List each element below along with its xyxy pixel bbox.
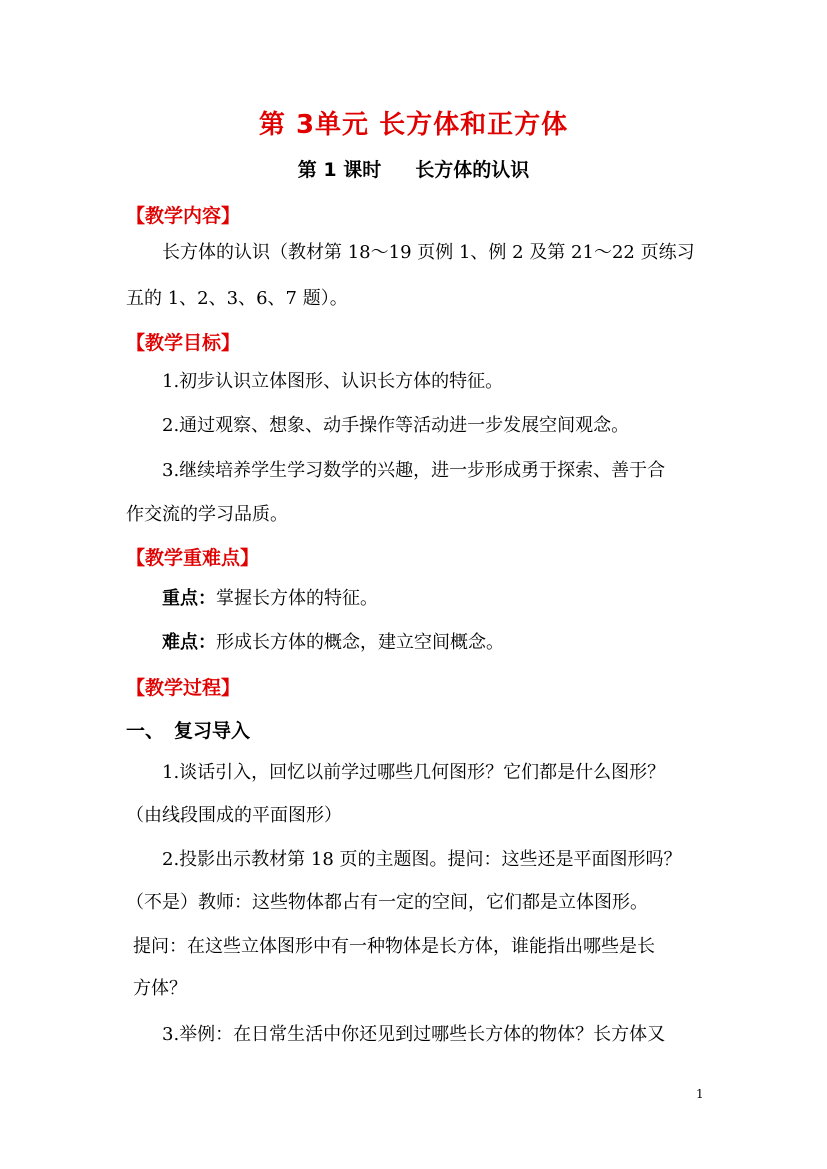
key-point	[162, 587, 378, 611]
goals-heading: 【教学目标】	[126, 332, 241, 354]
process-p1-line-2: （由线段围成的平面图形）	[126, 805, 342, 826]
section-1-number: 一、	[126, 720, 165, 742]
key-point-label: 重点：	[162, 588, 216, 609]
process-p2-line-3: 提问：在这些立体图形中有一种物体是长方体，谁能指出哪些是长	[133, 936, 655, 957]
process-heading: 【教学过程】	[126, 677, 241, 699]
process-p2-line-4: 方体？	[133, 978, 187, 999]
difficult-point-text: 形成长方体的概念，建立空间概念。	[216, 632, 504, 653]
lesson-topic: 长方体的认识	[415, 159, 530, 181]
page-number: 1	[696, 1087, 704, 1101]
goal-item-3-line-2: 作交流的学习品质。	[126, 504, 288, 525]
keypoints-heading: 【教学重难点】	[126, 547, 260, 569]
unit-title: 第 3单元 长方体和正方体	[258, 110, 569, 140]
goal-item-2: 2.通过观察、想象、动手操作等活动进一步发展空间观念。	[162, 415, 630, 436]
lesson-subtitle	[0, 155, 827, 182]
key-point-text: 掌握长方体的特征。	[216, 588, 378, 609]
section-1-heading	[126, 716, 250, 743]
lesson-number: 第 1 课时	[297, 159, 382, 181]
content-heading: 【教学内容】	[126, 205, 241, 227]
process-p3-line-1: 3.举例：在日常生活中你还见到过哪些长方体的物体？长方体又	[162, 1024, 666, 1045]
difficult-point-label: 难点：	[162, 632, 216, 653]
section-1-title: 复习导入	[174, 720, 251, 742]
process-p2-line-1: 2.投影出示教材第 18 页的主题图。提问：这些还是平面图形吗？	[162, 849, 682, 870]
goal-item-1: 1.初步认识立体图形、认识长方体的特征。	[162, 371, 504, 392]
goal-item-3-line-1: 3.继续培养学生学习数学的兴趣，进一步形成勇于探索、善于合	[162, 460, 666, 481]
content-line-1: 长方体的认识（教材第 18～19 页例 1、例 2 及第 21～22 页练习	[162, 242, 695, 263]
process-p1-line-1: 1.谈话引入，回忆以前学过哪些几何图形？它们都是什么图形？	[162, 762, 666, 783]
process-p2-line-2: （不是）教师：这些物体都占有一定的空间，它们都是立体图形。	[126, 892, 648, 913]
difficult-point	[162, 631, 504, 655]
content-line-2: 五的 1、2、3、6、7 题）。	[126, 288, 348, 309]
